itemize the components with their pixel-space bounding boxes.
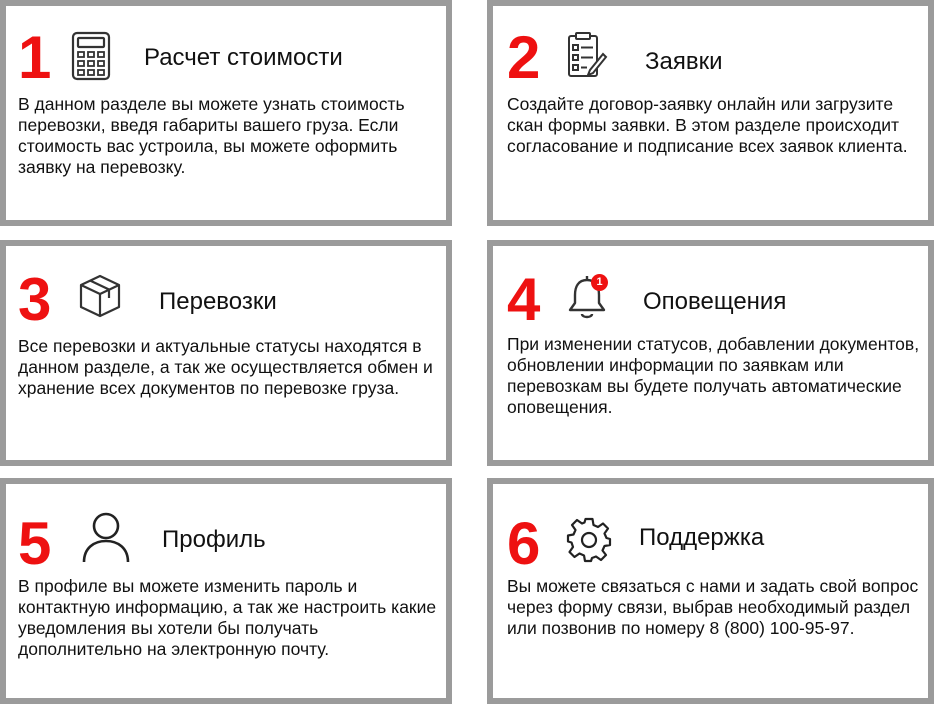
card-description: Вы можете связаться с нами и задать свой вопрос через форму связи, выбрав необходимый раздел или позвонив по номеру 8 (800) 100-95-97. [507, 576, 919, 638]
card-title: Оповещения [643, 288, 787, 315]
card-description: Все перевозки и актуальные статусы находятся в данном разделе, а так же осуществляется обмен и хранение всех документов по перевозке груза. [18, 336, 433, 398]
bell-icon [563, 270, 615, 322]
checklist-icon [563, 30, 609, 82]
card-description: В профиле вы можете изменить пароль и контактную информацию, а так же настроить какие уведомления вы хотели бы получать дополнительно на электронную почту. [18, 576, 437, 659]
card-description: Создайте договор-заявку онлайн или загрузите скан формы заявки. В этом разделе происходит согласование и подписание всех заявок клиента. [507, 94, 908, 156]
card-notifications[interactable] [487, 240, 934, 466]
card-number: 5 [18, 510, 52, 577]
card-title: Перевозки [159, 288, 277, 315]
card-title: Заявки [645, 48, 723, 75]
box-icon [76, 272, 124, 320]
calculator-icon [68, 30, 114, 82]
card-calculation[interactable] [0, 0, 452, 226]
card-number: 2 [507, 24, 541, 91]
notification-badge [591, 274, 608, 291]
card-title: Профиль [162, 526, 266, 553]
user-icon [80, 510, 132, 564]
card-title: Поддержка [639, 524, 765, 551]
card-shipments[interactable] [0, 240, 452, 466]
card-profile[interactable] [0, 478, 452, 704]
badge-count: 1 [596, 276, 603, 288]
card-support[interactable] [487, 478, 934, 704]
card-number: 1 [18, 24, 52, 91]
card-description: При изменении статусов, добавлении документов, обновлении информации по заявкам или перевозкам вы будете получать автоматические оповещения. [507, 334, 920, 417]
gear-icon [565, 516, 613, 564]
card-number: 4 [507, 266, 541, 333]
card-number: 6 [507, 510, 541, 577]
card-requests[interactable] [487, 0, 934, 226]
card-title: Расчет стоимости [144, 44, 343, 71]
card-description: В данном разделе вы можете узнать стоимость перевозки, введя габариты вашего груза. Если стоимость вас устроила, вы можете оформить заявку на перевозку. [18, 94, 405, 177]
card-number: 3 [18, 266, 52, 333]
